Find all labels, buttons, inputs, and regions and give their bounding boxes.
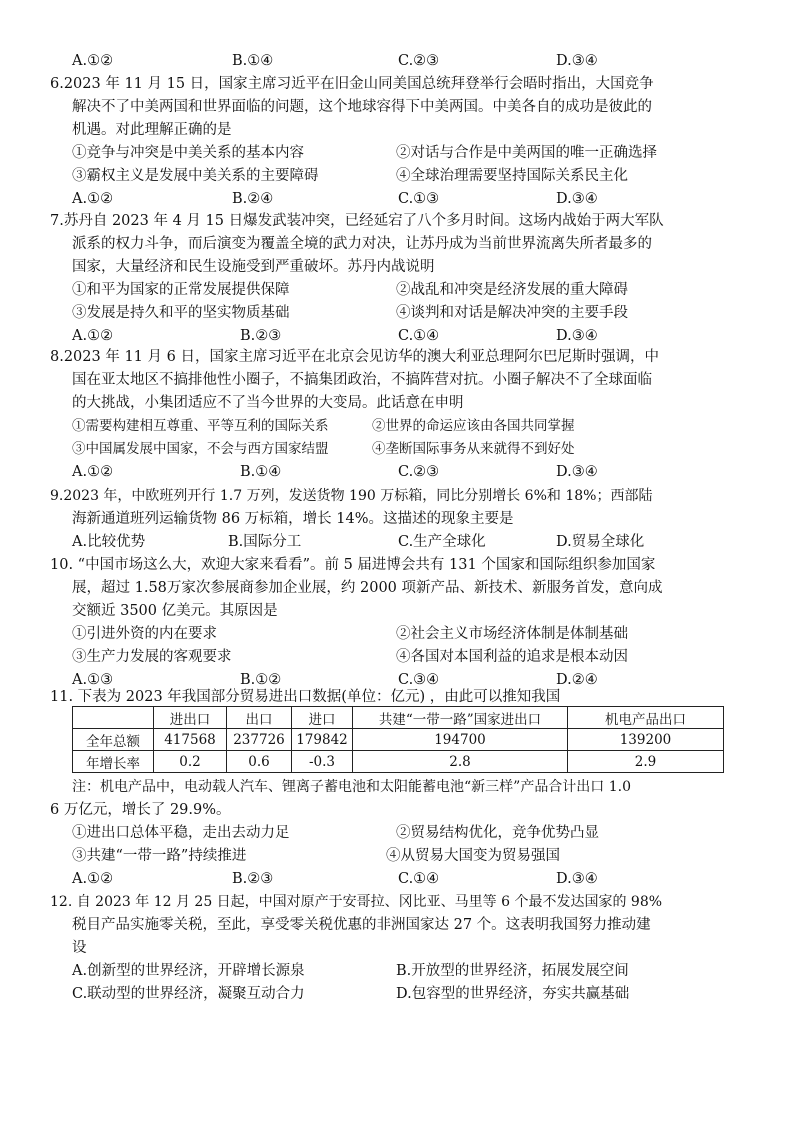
q7-item: ③发展是持久和平的坚实物质基础	[72, 305, 290, 321]
q12-stem-line: 税目产品实施零关税，至此，享受零关税优惠的非洲国家达 27 个。这表明我国努力推动建	[72, 917, 651, 933]
q10-stem-line: 展，超过 1.58万家次参展商参加企业展，约 2000 项新产品、新技术、新服务首发，意向成	[72, 580, 663, 596]
table-cell: 139200	[568, 729, 724, 751]
table-cell: 0.6	[227, 751, 292, 773]
q7-stem-line: 7.苏丹自 2023 年 4 月 15 日爆发武装冲突，已经延宕了八个多月时间。这场内战始于两大军队	[50, 213, 664, 229]
q11-option-b[interactable]: B.②③	[232, 871, 274, 887]
q8-item: ②世界的命运应该由各国共同掌握	[372, 418, 575, 434]
q6-item: ④全球治理需要坚持国际关系民主化	[396, 168, 628, 184]
table-cell: 194700	[353, 729, 568, 751]
q7-item: ①和平为国家的正常发展提供保障	[72, 282, 290, 298]
q7-option-a[interactable]: A.①②	[72, 328, 114, 344]
q6-stem-line: 机遇。对此理解正确的是	[72, 122, 232, 138]
q7-option-c[interactable]: C.①④	[398, 328, 440, 344]
table-header-cell: 机电产品出口	[568, 707, 724, 729]
q10-option-a[interactable]: A.①③	[72, 672, 114, 688]
q8-stem-line: 国在亚太地区不搞排他性小圈子，不搞集团政治，不搞阵营对抗。小圈子解决不了全球面临	[72, 372, 652, 388]
q8-stem-line: 8.2023 年 11 月 6 日，国家主席习近平在北京会见访华的澳大利亚总理阿尔巴尼斯时强调，中	[50, 349, 659, 365]
table-cell: -0.3	[292, 751, 353, 773]
q10-item: ③生产力发展的客观要求	[72, 649, 232, 665]
table-header-cell: 进出口	[154, 707, 227, 729]
table-cell: 0.2	[154, 751, 227, 773]
q9-stem-line: 海新通道班列运输货物 86 万标箱，增长 14%。这描述的现象主要是	[72, 511, 514, 527]
q8-option-b[interactable]: B.①④	[240, 464, 282, 480]
q11-item: ①进出口总体平稳，走出去动力足	[72, 825, 290, 841]
q11-item: ②贸易结构优化，竞争优势凸显	[396, 825, 599, 841]
q8-stem-line: 的大挑战，小集团适应不了当今世界的大变局。此话意在申明	[72, 395, 464, 411]
q5-option-b[interactable]: B.①④	[232, 53, 274, 69]
table-header-cell: 进口	[292, 707, 353, 729]
q7-option-b[interactable]: B.②③	[240, 328, 282, 344]
q7-item: ②战乱和冲突是经济发展的重大障碍	[396, 282, 628, 298]
q9-option-b[interactable]: B.国际分工	[228, 534, 302, 550]
q10-option-b[interactable]: B.①②	[240, 672, 282, 688]
q10-item: ②社会主义市场经济体制是体制基础	[396, 626, 628, 642]
q6-item: ①竞争与冲突是中美关系的基本内容	[72, 145, 304, 161]
q5-option-a[interactable]: A.①②	[72, 53, 114, 69]
q10-item: ①引进外资的内在要求	[72, 626, 217, 642]
q11-note-line: 注：机电产品中，电动载人汽车、锂离子蓄电池和太阳能蓄电池“新三样”产品合计出口 1.0	[72, 779, 632, 795]
table-header-cell: 共建“一带一路”国家进出口	[353, 707, 568, 729]
q12-option-d[interactable]: D.包容型的世界经济，夯实共赢基础	[396, 986, 630, 1002]
trade-data-table	[72, 706, 724, 773]
q12-option-b[interactable]: B.开放型的世界经济，拓展发展空间	[396, 963, 629, 979]
q8-option-c[interactable]: C.②③	[398, 464, 440, 480]
q9-option-c[interactable]: C.生产全球化	[398, 534, 486, 550]
q11-item: ③共建“一带一路”持续推进	[72, 848, 247, 864]
q9-option-d[interactable]: D.贸易全球化	[556, 534, 645, 550]
q6-stem-line: 解决不了中美两国和世界面临的问题，这个地球容得下中美两国。中美各自的成功是彼此的	[72, 99, 652, 115]
q6-item: ③霸权主义是发展中美关系的主要障碍	[72, 168, 319, 184]
q7-stem-line: 国家，大量经济和民生设施受到严重破坏。苏丹内战说明	[72, 259, 435, 275]
table-cell: 237726	[227, 729, 292, 751]
q12-option-c[interactable]: C.联动型的世界经济，凝聚互动合力	[72, 986, 305, 1002]
table-row	[73, 751, 724, 773]
q10-item: ④各国对本国利益的追求是根本动因	[396, 649, 628, 665]
table-cell: 全年总额	[73, 729, 154, 751]
q6-item: ②对话与合作是中美两国的唯一正确选择	[396, 145, 657, 161]
table-cell: 179842	[292, 729, 353, 751]
q6-stem-line: 6.2023 年 11 月 15 日，国家主席习近平在旧金山同美国总统拜登举行会晤时指出，大国竞争	[50, 76, 654, 92]
q12-stem-line: 设	[72, 940, 87, 956]
q6-option-d[interactable]: D.③④	[556, 191, 598, 207]
q7-stem-line: 派系的权力斗争，而后演变为覆盖全境的武力对决，让苏丹成为当前世界流离失所者最多的	[72, 236, 652, 252]
table-header-row	[73, 707, 724, 729]
q7-option-d[interactable]: D.③④	[556, 328, 598, 344]
q11-option-d[interactable]: D.③④	[556, 871, 598, 887]
q8-item: ①需要构建相互尊重、平等互利的国际关系	[72, 418, 329, 434]
q6-option-b[interactable]: B.②④	[232, 191, 274, 207]
q11-note-line: 6 万亿元，增长了 29.9%。	[50, 802, 231, 818]
q10-option-c[interactable]: C.③④	[398, 672, 440, 688]
q5-option-c[interactable]: C.②③	[398, 53, 440, 69]
q8-item: ④垄断国际事务从来就得不到好处	[372, 441, 575, 457]
q12-option-a[interactable]: A.创新型的世界经济，开辟增长源泉	[72, 963, 305, 979]
table-cell: 2.9	[568, 751, 724, 773]
q8-option-d[interactable]: D.③④	[556, 464, 598, 480]
table-cell: 年增长率	[73, 751, 154, 773]
table-row	[73, 729, 724, 751]
table-header-cell: 出口	[227, 707, 292, 729]
q6-option-a[interactable]: A.①②	[72, 191, 114, 207]
q11-option-c[interactable]: C.①④	[398, 871, 440, 887]
q9-stem-line: 9.2023 年，中欧班列开行 1.7 万列，发送货物 190 万标箱，同比分别增长 6%和 18%；西部陆	[50, 488, 653, 504]
q8-item: ③中国属发展中国家，不会与西方国家结盟	[72, 441, 329, 457]
q7-item: ④谈判和对话是解决冲突的主要手段	[396, 305, 628, 321]
q12-stem-line: 12. 自 2023 年 12 月 25 日起，中国对原产于安哥拉、冈比亚、马里等 6 个最不发达国家的 98%	[50, 894, 663, 910]
q11-stem-line: 11. 下表为 2023 年我国部分贸易进出口数据(单位：亿元) ，由此可以推知我国	[50, 689, 561, 705]
q5-option-d[interactable]: D.③④	[556, 53, 598, 69]
q10-option-d[interactable]: D.②④	[556, 672, 598, 688]
q10-stem-line: 交额近 3500 亿美元。其原因是	[72, 603, 278, 619]
table-cell: 2.8	[353, 751, 568, 773]
table-header-cell	[73, 707, 154, 729]
q9-option-a[interactable]: A.比较优势	[72, 534, 146, 550]
table-cell: 417568	[154, 729, 227, 751]
q11-item: ④从贸易大国变为贸易强国	[386, 848, 560, 864]
q11-option-a[interactable]: A.①②	[72, 871, 114, 887]
q8-option-a[interactable]: A.①②	[72, 464, 114, 480]
q10-stem-line: 10. “中国市场这么大，欢迎大家来看看”。前 5 届进博会共有 131 个国家和国际组织参加国家	[50, 557, 656, 573]
q6-option-c[interactable]: C.①③	[398, 191, 440, 207]
